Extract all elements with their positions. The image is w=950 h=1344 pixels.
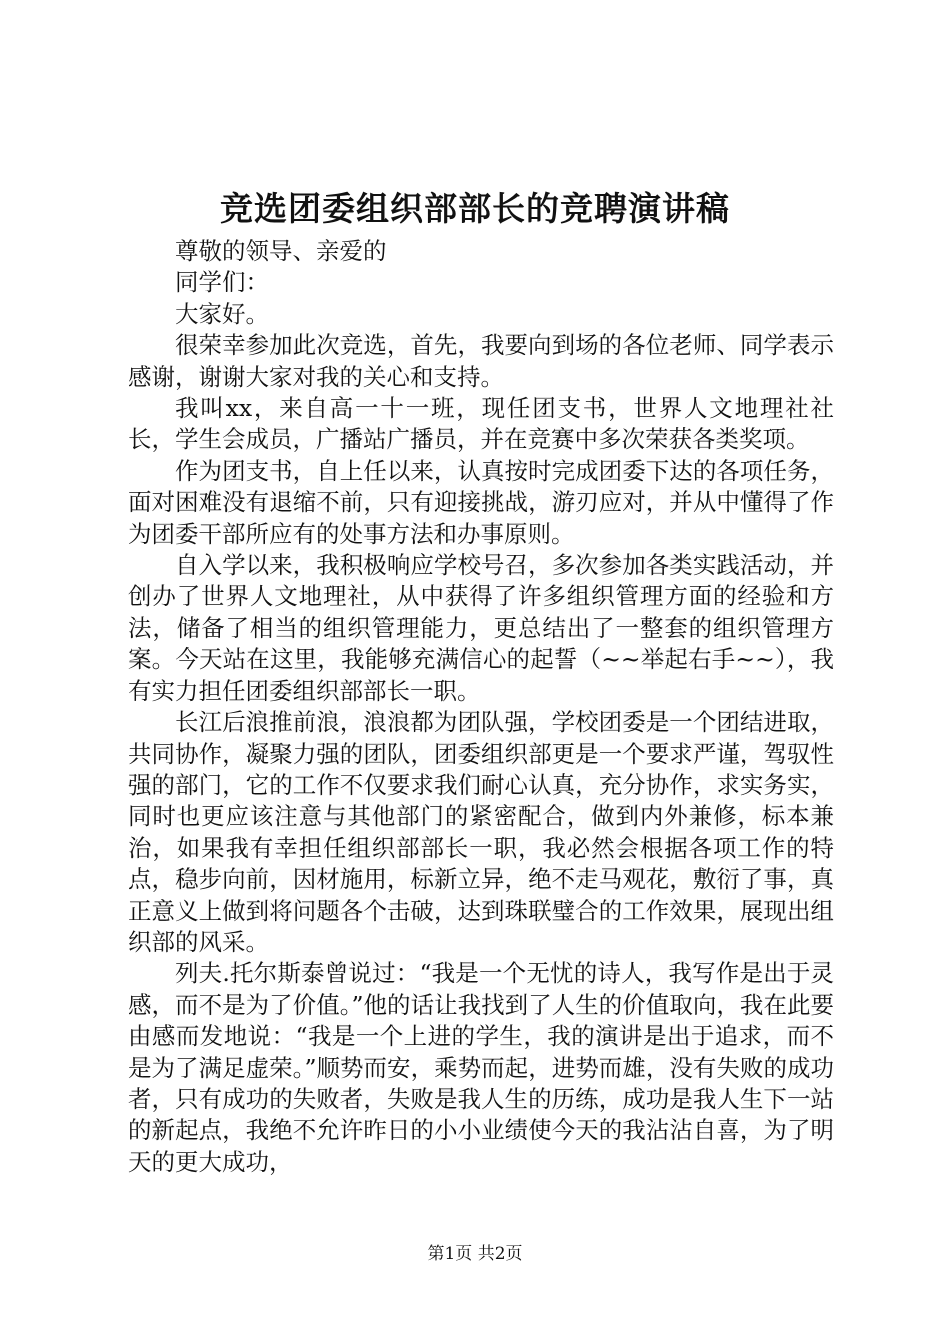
document-title: 竞选团委组织部部长的竞聘演讲稿 [220, 189, 730, 228]
paragraph-introduction: 我叫xx，来自高一十一班，现任团支书，世界人文地理社社长，学生会成员，广播站广播员，并在竞赛中多次荣获各类奖项。 [128, 394, 834, 454]
paragraph-quote: 列夫.托尔斯泰曾说过：“我是一个无忧的诗人，我写作是出于灵感，而不是为了价值。”他的话让我找到了人生的价值取向，我在此要由感而发地说：“我是一个上进的学生，我的演讲是出于追求，而不是为了满足虚荣。”顺势而安，乘势而起，进势而雄，没有失败的成功者，只有成功的失败者，失败是我人生的历练，成功是我人生下一站的新起点，我绝不允许昨日的小小业绩使今天的我沾沾自喜，为了明天的更大成功， [128, 959, 834, 1176]
salutation-line-2: 同学们： [175, 268, 269, 297]
paragraph-thanks: 很荣幸参加此次竞选，首先，我要向到场的各位老师、同学表示感谢，谢谢大家对我的关心和支持。 [128, 331, 834, 391]
paragraph-activities: 自入学以来，我积极响应学校号召，多次参加各类实践活动，并创办了世界人文地理社，从中获得了许多组织管理方面的经验和方法，储备了相当的组织管理能力，更总结出了一整套的组织管理方案。今天站在这里，我能够充满信心的起誓（~~举起右手~~），我有实力担任团委组织部部长一职。 [128, 551, 834, 705]
document-body [128, 236, 834, 1178]
paragraph-plan: 长江后浪推前浪，浪浪都为团队强，学校团委是一个团结进取，共同协作，凝聚力强的团队，团委组织部更是一个要求严谨，驾驭性强的部门，它的工作不仅要求我们耐心认真，充分协作，求实务实，同时也更应该注意与其他部门的紧密配合，做到内外兼修，标本兼治，如果我有幸担任组织部部长一职，我必然会根据各项工作的特点，稳步向前，因材施用，标新立异，绝不走马观花，敷衍了事，真正意义上做到将问题各个击破，达到珠联璧合的工作效果，展现出组织部的风采。 [128, 708, 834, 956]
greeting: 大家好。 [175, 299, 269, 328]
paragraph-experience: 作为团支书，自上任以来，认真按时完成团委下达的各项任务，面对困难没有退缩不前，只有迎接挑战，游刃应对，并从中懂得了作为团委干部所应有的处事方法和办事原则。 [128, 456, 834, 548]
salutation-line-1: 尊敬的领导、亲爱的 [175, 237, 387, 265]
page-number-footer: 第1页 共2页 [427, 1244, 523, 1264]
